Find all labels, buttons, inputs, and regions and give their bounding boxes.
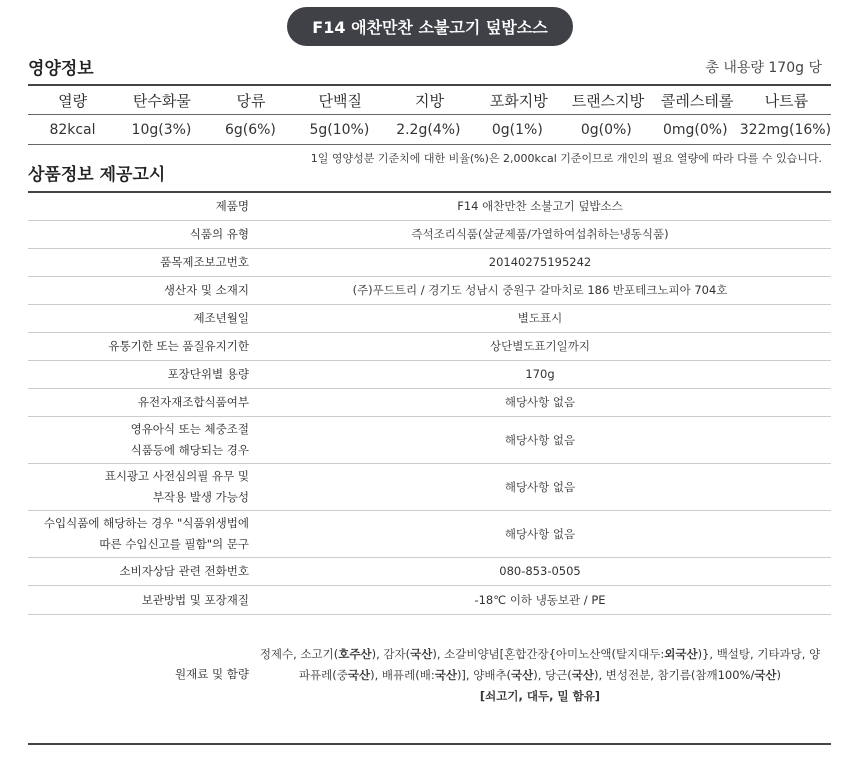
- info-label: 제조년월일: [193, 311, 249, 325]
- info-value: (주)푸드트리 / 경기도 성남시 중원구 갈마치로 186 반포테크노피아 704호: [352, 283, 728, 297]
- nutrition-serving: 총 내용량 170g 당: [705, 60, 822, 76]
- nutrition-value: 6g(6%): [224, 121, 276, 138]
- info-row: [28, 305, 831, 333]
- info-value: -18℃ 이하 냉동보관 / PE: [474, 592, 606, 607]
- info-row: [28, 464, 831, 511]
- nutrition-header: 트랜스지방: [571, 91, 645, 110]
- info-value: 해당사항 없음: [504, 479, 576, 494]
- product-title: F14 애찬만찬 소불고기 덮밥소스: [287, 7, 573, 46]
- nutrition-value: 5g(10%): [309, 121, 370, 138]
- nutrition-value: 2.2g(4%): [396, 121, 461, 138]
- nutrition-header: 나트륨: [764, 91, 809, 110]
- info-value: 해당사항 없음: [504, 526, 576, 541]
- info-label: 소비자상담 관련 전화번호: [119, 564, 249, 578]
- nutrition-note: 1일 영양성분 기준치에 대한 비율(%)은 2,000kcal 기준이므로 개인의 필요 열량에 따라 다를 수 있습니다.: [310, 152, 822, 165]
- info-value: 080-853-0505: [499, 564, 581, 578]
- product-info-table: [28, 191, 831, 733]
- info-row: [28, 511, 831, 558]
- nutrition-value: 322mg(16%): [739, 121, 832, 138]
- nutrition-header: 콜레스테롤: [660, 91, 734, 110]
- info-row: [28, 249, 831, 277]
- info-label: 생산자 및 소재지: [163, 283, 249, 297]
- info-row: [28, 417, 831, 464]
- info-value: 해당사항 없음: [504, 432, 576, 447]
- nutrition-header: 포화지방: [489, 91, 548, 110]
- info-heading: 상품정보 제공고시: [28, 165, 166, 185]
- nutrition-header: 탄수화물: [132, 91, 191, 110]
- nutrition-value-row: [28, 115, 831, 144]
- info-value: 즉석조리식품(살균제품/가열하여섭취하는냉동식품): [411, 227, 669, 241]
- info-row: [28, 558, 831, 586]
- info-value: F14 애찬만찬 소불고기 덮밥소스: [457, 199, 623, 213]
- info-label: 원재료 및 함량: [175, 666, 249, 681]
- info-value: 상단별도표기일까지: [490, 339, 590, 353]
- info-label: 포장단위별 용량: [167, 367, 249, 381]
- nutrition-header: 당류: [236, 91, 266, 110]
- info-label: 보관방법 및 포장재질: [141, 592, 249, 607]
- info-row-ingredients: [28, 615, 831, 733]
- info-row: [28, 389, 831, 417]
- nutrition-header: 지방: [414, 91, 444, 110]
- info-row: [28, 586, 831, 615]
- info-row: [28, 193, 831, 221]
- nutrition-header: 열량: [58, 91, 88, 110]
- nutrition-header-row: [28, 86, 831, 115]
- nutrition-value: 0mg(0%): [662, 121, 728, 138]
- info-label: 유전자재조합식품여부: [137, 395, 249, 409]
- info-row: [28, 361, 831, 389]
- info-label: 영유아식 또는 체중조절 식품등에 해당되는 경우: [130, 422, 249, 457]
- info-value: 170g: [525, 367, 555, 381]
- info-value: 해당사항 없음: [504, 395, 576, 409]
- info-row: [28, 333, 831, 361]
- info-label: 표시광고 사전심의필 유무 및 부작용 발생 가능성: [104, 469, 249, 504]
- info-label: 식품의 유형: [189, 227, 249, 241]
- nutrition-heading: 영양정보: [28, 59, 94, 79]
- info-row: [28, 221, 831, 249]
- info-label: 제품명: [215, 199, 249, 213]
- info-label: 유통기한 또는 품질유지기한: [108, 339, 249, 353]
- nutrition-value: 0g(1%): [491, 121, 543, 138]
- nutrition-value: 10g(3%): [131, 121, 192, 138]
- info-value: 20140275195242: [488, 255, 592, 269]
- info-label: 품목제조보고번호: [160, 255, 249, 269]
- nutrition-value: 0g(0%): [580, 121, 632, 138]
- nutrition-value: 82kcal: [49, 121, 96, 138]
- info-row: [28, 277, 831, 305]
- nutrition-header: 단백질: [318, 91, 362, 110]
- nutrition-table: [28, 84, 831, 145]
- info-value: 별도표시: [517, 311, 563, 325]
- ingredients-value: 정제수, 소고기(호주산), 감자(국산), 소갈비양념[혼합간장{아미노산액(탈지대두:외국산)}, 백설탕, 기타과당, 양파퓨레(중국산), 배퓨레(배:국산)], 양배추(국산), 당근(국산), 변성전분, 참기름(참깨100%/국산) [쇠고기, 대두, 밀 함유]: [259, 647, 821, 703]
- info-label: 수입식품에 해당하는 경우 "식품위생법에 따른 수입신고를 필함"의 문구: [43, 516, 249, 551]
- bottom-divider: [28, 743, 831, 745]
